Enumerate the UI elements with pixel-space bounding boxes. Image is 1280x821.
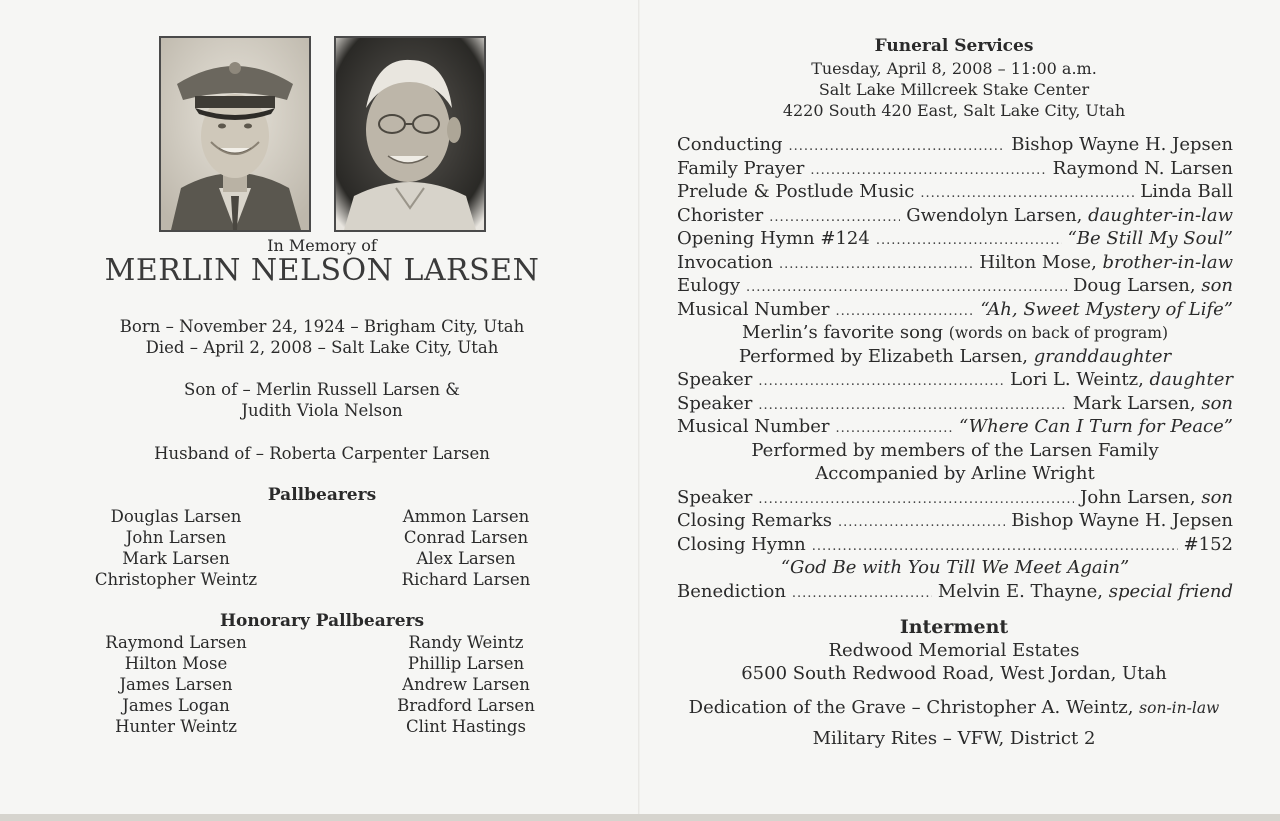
list-item: Randy Weintz — [408, 633, 524, 652]
list-item: Richard Larsen — [401, 570, 531, 589]
life-dates — [60, 316, 584, 358]
portrait-young-soldier — [159, 36, 311, 232]
honorary-pallbearers-heading: Honorary Pallbearers — [219, 611, 425, 631]
list-item: Bradford Larsen — [397, 696, 535, 715]
died-line: Died – April 2, 2008 – Salt Lake City, Utah — [145, 338, 499, 357]
pallbearers-right-column — [370, 506, 562, 590]
paper-bottom-edge — [0, 814, 1280, 821]
dedication-line: Dedication of the Grave – Christopher A. Weintz, son-in-law — [688, 697, 1220, 718]
born-line: Born – November 24, 1924 – Brigham City, Utah — [119, 317, 525, 336]
program-row-opening-hymn: Opening Hymn #124 ..... “Be Still My Soul” — [677, 227, 1233, 251]
program-row-conducting: Conducting ..... Bishop Wayne H. Jepsen — [677, 133, 1233, 157]
accompanied-line: Accompanied by Arline Wright — [815, 463, 1095, 484]
list-item: Hunter Weintz — [115, 717, 237, 736]
in-memory-label: In Memory of — [267, 236, 377, 255]
program-row-musical-1: Musical Number ..... “Ah, Sweet Mystery of Life” — [677, 298, 1233, 322]
list-item: Christopher Weintz — [94, 570, 258, 589]
program-row-closing-hymn: Closing Hymn ..... #152 — [677, 533, 1233, 557]
performed-by-line-2: Performed by members of the Larsen Family — [751, 439, 1159, 461]
list-item: Clint Hastings — [406, 717, 526, 736]
center-fold — [638, 0, 640, 814]
service-address: 4220 South 420 East, Salt Lake City, Utah — [782, 101, 1126, 120]
program-row-musical-2: Musical Number ..... “Where Can I Turn for Peace” — [677, 415, 1233, 439]
order-of-service — [677, 133, 1233, 603]
list-item: Phillip Larsen — [407, 654, 525, 673]
list-item: Raymond Larsen — [105, 633, 247, 652]
husband-of-line: Husband of – Roberta Carpenter Larsen — [154, 444, 490, 463]
program-row-eulogy: Eulogy ..... Doug Larsen, son — [677, 274, 1233, 298]
list-item: Mark Larsen — [122, 549, 230, 568]
program-row-family-prayer: Family Prayer ..... Raymond N. Larsen — [677, 157, 1233, 181]
program-row-prelude: Prelude & Postlude Music ..... Linda Ball — [677, 180, 1233, 204]
list-item: Conrad Larsen — [403, 528, 529, 547]
interment-place: Redwood Memorial Estates — [828, 640, 1080, 661]
performed-by-line-1: Performed by Elizabeth Larsen, granddaughter — [738, 345, 1172, 367]
list-item: Alex Larsen — [416, 549, 516, 568]
list-item: Andrew Larsen — [402, 675, 530, 694]
list-item: James Logan — [122, 696, 230, 715]
interment-heading: Interment — [899, 616, 1009, 638]
list-item: Hilton Mose — [124, 654, 228, 673]
interment-address: 6500 South Redwood Road, West Jordan, Utah — [741, 663, 1167, 684]
list-item: John Larsen — [125, 528, 227, 547]
son-of-line-1: Son of – Merlin Russell Larsen & — [184, 380, 460, 399]
program-row-benediction: Benediction ..... Melvin E. Thayne, special friend — [677, 580, 1233, 604]
service-place: Salt Lake Millcreek Stake Center — [818, 80, 1090, 99]
list-item: Ammon Larsen — [402, 507, 530, 526]
service-date: Tuesday, April 8, 2008 – 11:00 a.m. — [811, 59, 1097, 78]
program-row-chorister: Chorister ..... Gwendolyn Larsen, daughter-in-law — [677, 204, 1233, 228]
honorary-left-column — [80, 632, 272, 737]
military-rites-line: Military Rites – VFW, District 2 — [812, 728, 1096, 749]
program-row-speaker-2: Speaker ..... Mark Larsen, son — [677, 392, 1233, 416]
pallbearers-left-column — [80, 506, 272, 590]
parents — [60, 379, 584, 421]
program-row-closing-remarks: Closing Remarks ..... Bishop Wayne H. Jepsen — [677, 509, 1233, 533]
honorary-right-column — [370, 632, 562, 737]
list-item: Douglas Larsen — [110, 507, 242, 526]
closing-hymn-title: “God Be with You Till We Meet Again” — [780, 557, 1130, 578]
program-row-speaker-3: Speaker ..... John Larsen, son — [677, 486, 1233, 510]
portrait-elderly-man — [334, 36, 486, 232]
son-of-line-2: Judith Viola Nelson — [241, 401, 403, 420]
pallbearers-heading: Pallbearers — [267, 485, 377, 505]
funeral-services-heading: Funeral Services — [874, 36, 1034, 56]
list-item: James Larsen — [119, 675, 233, 694]
favorite-song-line: Merlin’s favorite song (words on back of program) — [741, 322, 1169, 343]
program-row-speaker-1: Speaker ..... Lori L. Weintz, daughter — [677, 368, 1233, 392]
deceased-name: MERLIN NELSON LARSEN — [104, 253, 540, 288]
program-row-invocation: Invocation ..... Hilton Mose, brother-in-law — [677, 251, 1233, 275]
